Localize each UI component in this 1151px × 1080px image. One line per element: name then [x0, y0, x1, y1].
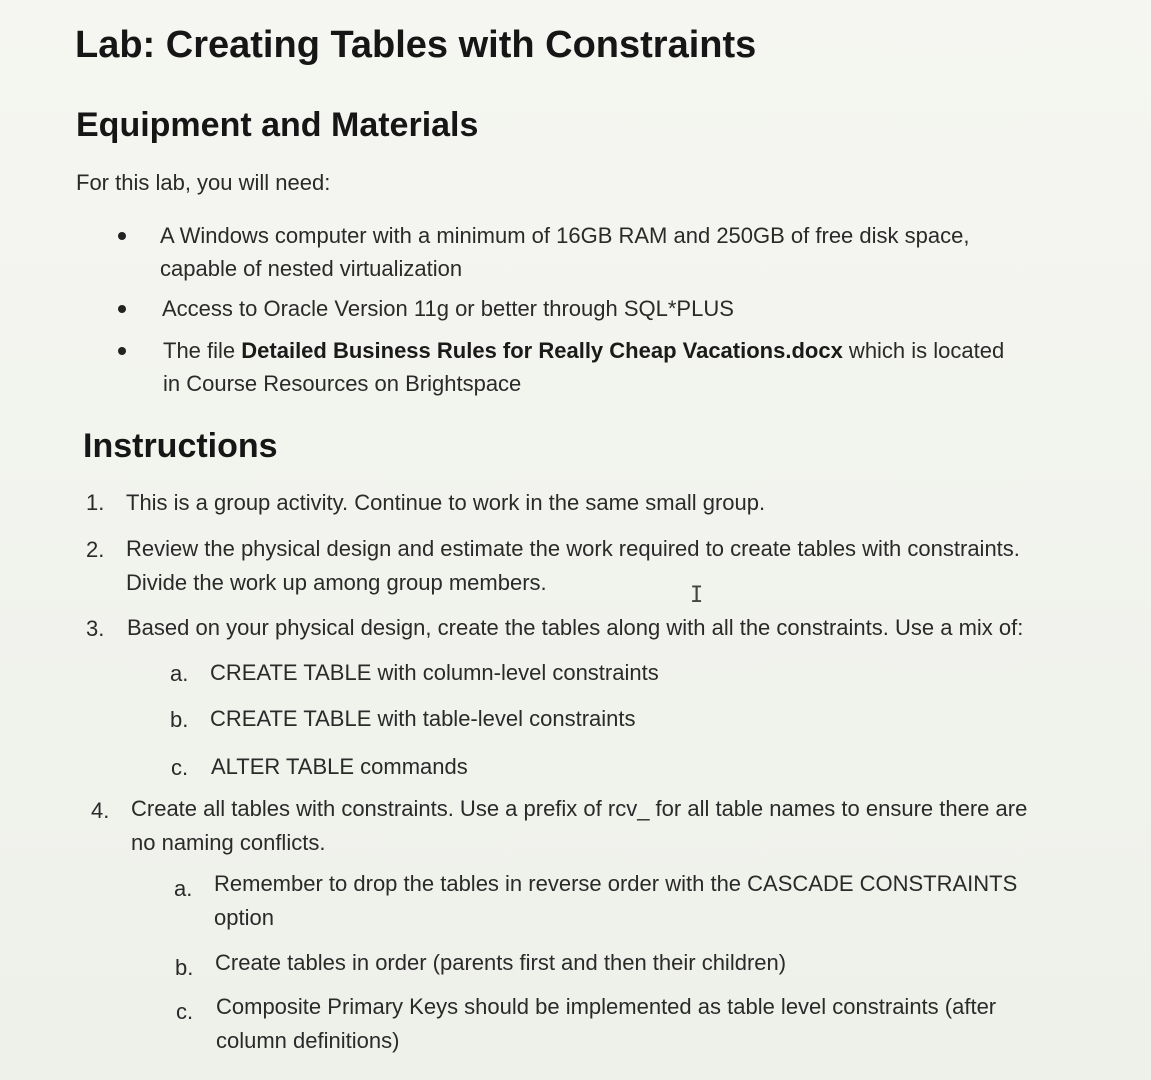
bullet-item-file — [163, 334, 1004, 400]
sub-item-3a: CREATE TABLE with column-level constraints — [210, 660, 659, 685]
sub-letter: a. — [174, 876, 193, 901]
instruction-line: Review the physical design and estimate the work required to create tables with constraints. — [126, 536, 1020, 561]
bullet-dot — [118, 347, 126, 355]
text-cursor-icon: I — [690, 583, 704, 608]
sub-letter: a. — [170, 661, 189, 686]
list-number: 3. — [86, 616, 105, 641]
list-number: 2. — [86, 537, 105, 562]
sub-letter: b. — [170, 707, 189, 732]
sub-item-4b — [215, 946, 786, 980]
bullet-line: capable of nested virtualization — [160, 256, 463, 281]
sub-letter: b. — [175, 955, 194, 980]
bullet-line: A Windows computer with a minimum of 16GB RAM and 250GB of free disk space, — [160, 223, 970, 248]
page-title: Lab: Creating Tables with Constraints — [75, 24, 757, 66]
bullet-dot — [118, 232, 126, 240]
list-number: 4. — [91, 798, 110, 823]
instruction-line: no naming conflicts. — [131, 830, 326, 855]
sub-item-3c: ALTER TABLE commands — [211, 754, 468, 779]
instruction-line: Create all tables with constraints. Use a prefix of rcv_ for all table names to ensure there are — [131, 796, 1028, 821]
file-name: Detailed Business Rules for Really Cheap Vacations.docx — [241, 338, 843, 363]
list-number: 1. — [86, 490, 105, 515]
sub-item-3b: CREATE TABLE with table-level constraints — [210, 706, 636, 731]
sub-item-line: Composite Primary Keys should be implemented as table level constraints (after — [216, 994, 997, 1019]
sub-item-line: Remember to drop the tables in reverse order with the CASCADE CONSTRAINTS — [214, 871, 1018, 896]
sub-item-4a — [214, 867, 1017, 935]
bullet-line: in Course Resources on Brightspace — [163, 371, 522, 396]
bullet-line: Access to Oracle Version 11g or better through SQL*PLUS — [162, 296, 734, 321]
sub-letter: c. — [176, 999, 194, 1024]
instruction-line: This is a group activity. Continue to work in the same small group. — [126, 490, 766, 515]
instruction-item-4 — [131, 792, 1027, 860]
sub-item-4c — [216, 990, 996, 1058]
instruction-line: Divide the work up among group members. — [126, 570, 547, 595]
instruction-line: Based on your physical design, create the tables along with all the constraints. Use a mix of: — [127, 615, 1024, 640]
sub-item-line: option — [214, 905, 274, 930]
equipment-intro: For this lab, you will need: — [76, 170, 331, 195]
bullet-line: The file Detailed Business Rules for Really Cheap Vacations.docx which is located — [163, 338, 1005, 363]
sub-item-line: column definitions) — [216, 1028, 400, 1053]
sub-letter: c. — [171, 755, 189, 780]
bullet-dot — [118, 305, 126, 313]
sub-item-line: Create tables in order (parents first and then their children) — [215, 950, 787, 975]
instruction-item-3 — [127, 611, 1023, 645]
equipment-heading: Equipment and Materials — [76, 106, 479, 144]
instructions-heading: Instructions — [83, 427, 278, 465]
bullet-item-oracle — [162, 292, 734, 325]
instruction-item-2 — [126, 532, 1020, 600]
instruction-item-1 — [126, 486, 765, 520]
bullet-item-computer — [160, 219, 969, 285]
